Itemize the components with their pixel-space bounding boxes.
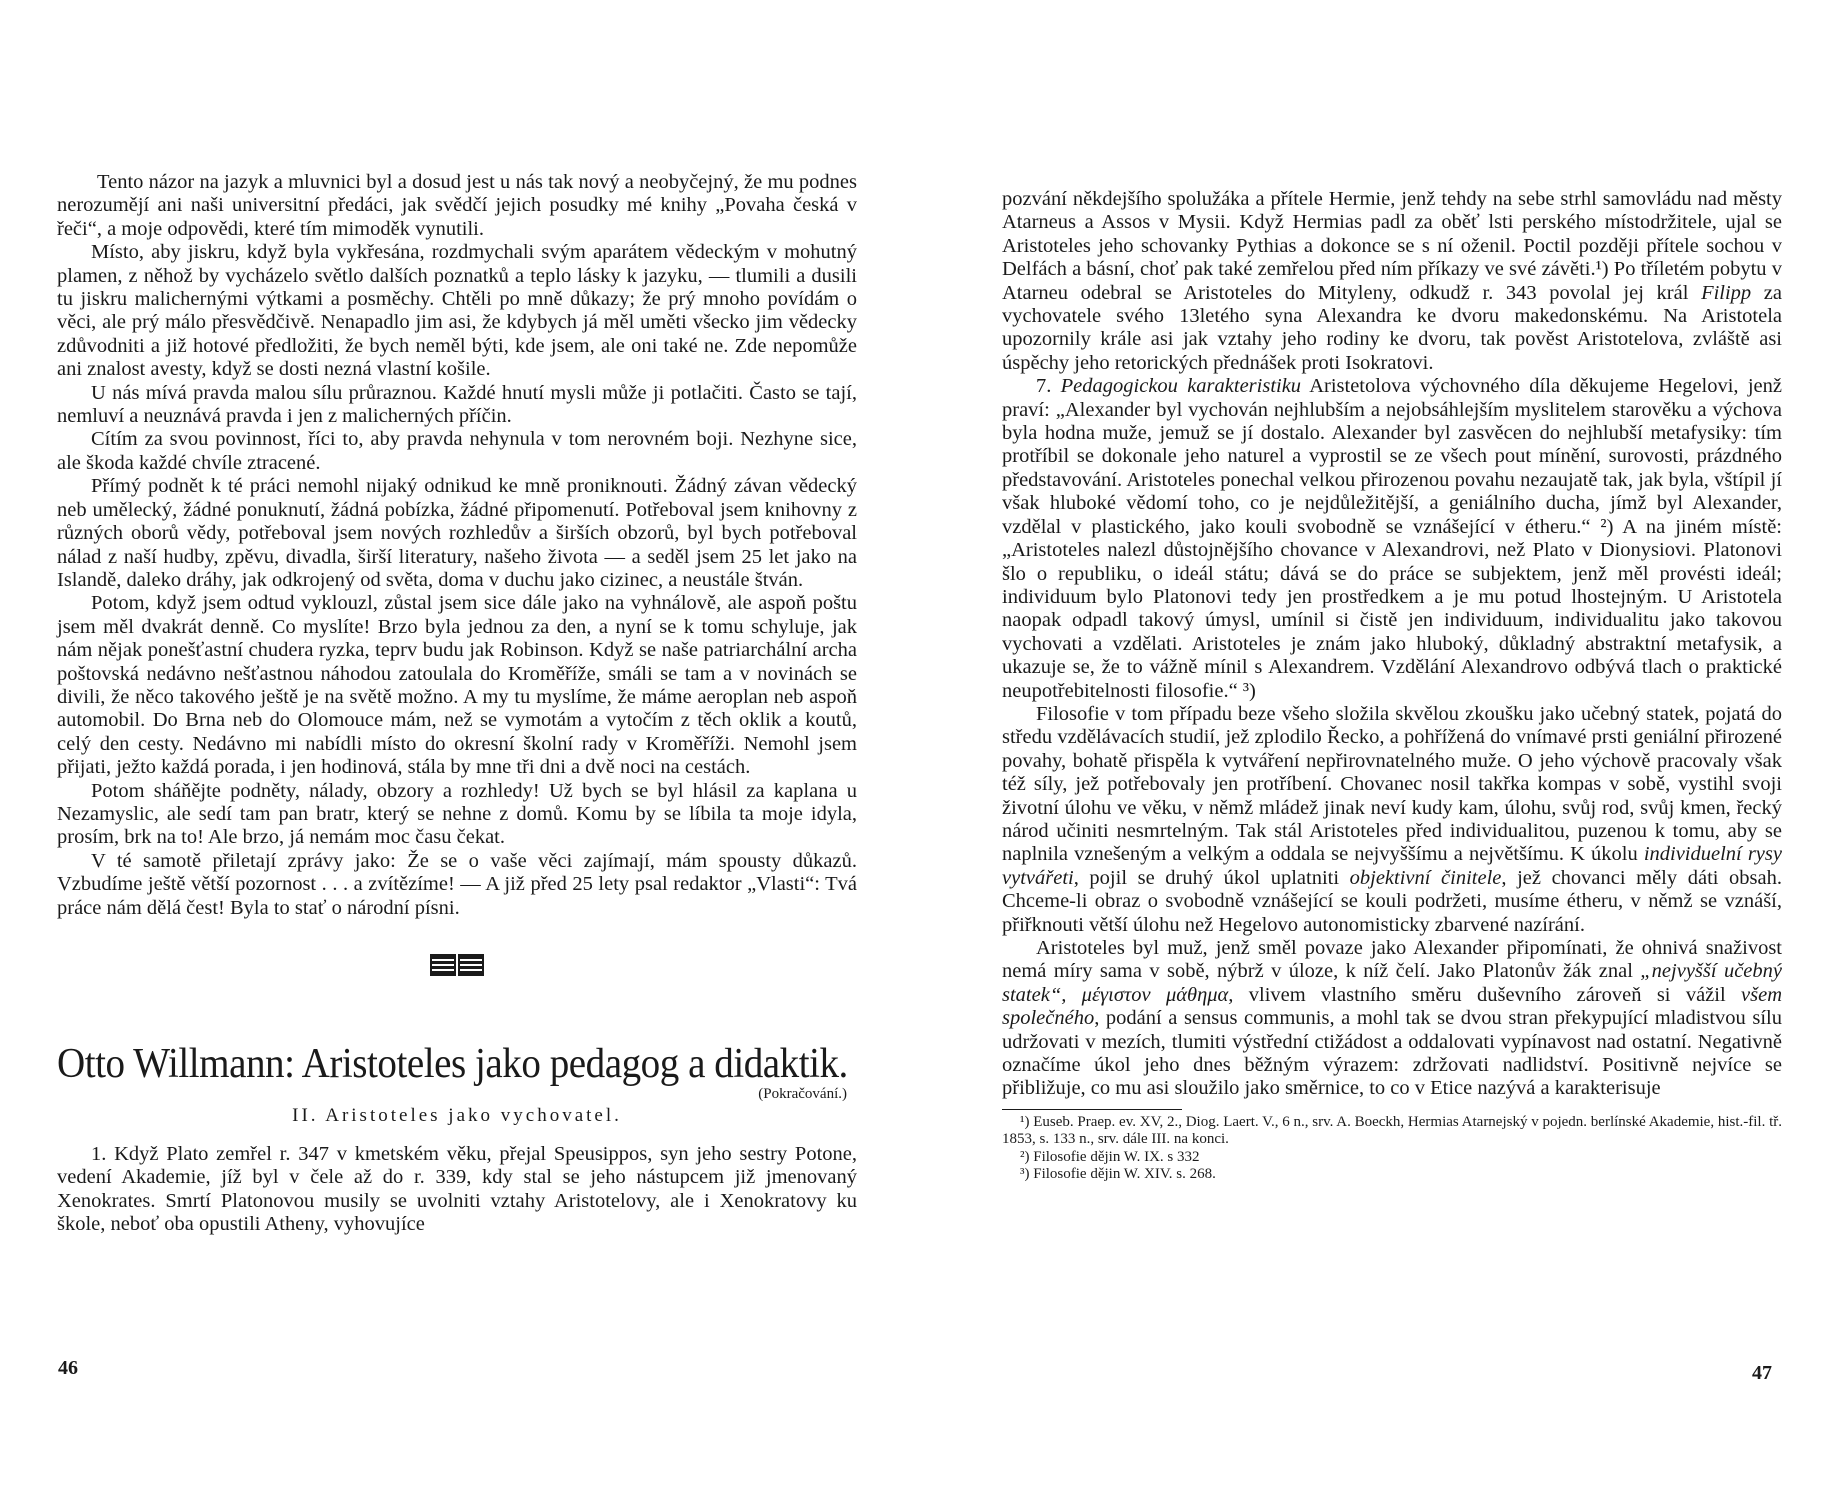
text-run: pozvání někdejšího spolužáka a přítele Hermie, jenž tehdy na sebe strhl samovládu nad městy Atarneus a Assos v Mysii. Když Hermias padl za oběť lsti perského místodržitele, ujal se Aristoteles jeho schovanky Pythias a dokonce se s ní oženil. Poctil později přítele sochou v Delfách a básní, choť pak také zemřelou před ním příkazy ve své závěti.¹) Po tříletém pobytu v Atarneu odebral se Aristoteles do Mityleny, odkudž r. 343 povolal jej král xyxy=(1002,188,1782,304)
paragraph xyxy=(1002,937,1782,1101)
text-run: vlivem vlastního směru duševního zároveň si vážil xyxy=(1233,983,1742,1006)
page-number: 47 xyxy=(1752,1362,1772,1384)
text-run: 7. xyxy=(1036,375,1061,398)
footnote-divider xyxy=(1002,1109,1182,1110)
left-column xyxy=(57,171,857,1237)
text-run: , jež chovanci měly dáti obsah. Chceme-li obraz o svobodně vznášející se kouli podržeti, musíme étheru, v němž se vznáší, přiřknouti větší úlohu než Hegelovo autonomisticky zbarvené nazírání. xyxy=(1002,866,1782,936)
italic-run: všem společného xyxy=(1002,983,1783,1030)
section-heading: II. Aristoteles jako vychovatel. xyxy=(292,1105,622,1126)
paragraph: Přímý podnět k té práci nemohl nijaký odnikud ke mně proniknouti. Žádný závan vědecký neb umělecký, žádné ponuknutí, žádná pobízka, žádné připomenutí. Potřeboval jsem knihovny z různých oborů vědy, potřeboval jsem nových rozhledův a širších obzorů, byl bych potřeboval nálad z naší hudby, zpěvu, divadla, širší literatury, našeho života — a seděl jsem 25 let jako na Islandě, daleko dráhy, jak odkrojený od světa, doma v duchu jako cizinec, a neustále štván. xyxy=(57,475,857,591)
footnote: ³) Filosofie dějin W. XIV. s. 268. xyxy=(1020,1166,1216,1183)
paragraph xyxy=(1002,703,1782,937)
paragraph: Tento názor na jazyk a mluvnici byl a dosud jest u nás tak nový a neobyčejný, že mu podnes nerozumějí ani naši universitní předáci, jak svědčí jejich posudky mé knihy „Povaha česká v řeči“, a moje odpovědi, které tím mimoděk vynutili. xyxy=(57,171,857,240)
article-title: Otto Willmann: Aristoteles jako pedagog a didaktik. xyxy=(57,1041,848,1087)
right-column xyxy=(1002,188,1782,1184)
footnote: ²) Filosofie dějin W. IX. s 332 xyxy=(1020,1148,1200,1165)
italic-run: objektivní činitele xyxy=(1349,866,1502,889)
paragraph: Místo, aby jiskru, když byla vykřesána, rozdmychali svým aparátem vědeckým v mohutný plamen, z něhož by vycházelo světlo dalších poznatků a teplo lásky k jazyku, — tlumili a dusili tu jiskru malichernými výtkami a posměchy. Chtěli po mně důkazy; že prý mnoho povídám o věci, ale prý málo přesvědčivě. Nenapadlo jim asi, že kdybych já měl uměti všecko jim vědecky zdůvodniti a již hotové předložiti, že bych neměl býti, kde jsem, ale oni také ne. Zde nepomůže ani znalost avesty, když se dosti nezná vlastní košile. xyxy=(57,241,857,381)
text-run: za vychovatele svého 13letého syna Alexandra ke dvoru makedonskému. Na Aristotela upozornily krále asi jak vztahy jeho rodiny ke dvoru, tak pověst Aristotelova, zvláště asi úspěchy jeho retorických přednášek proti Isokratovi. xyxy=(1002,281,1783,374)
paragraph: Potom, když jsem odtud vyklouzl, zůstal jsem sice dále jako na vyhnálově, ale aspoň poštu jsem měl dvakrát denně. Co myslíte! Brzo byla jednou za den, a nyní se k tomu schyluje, jak nám nějak ponešťastní chudera ryzka, teprv budu jak Robinson. Když se naše patriarchální archa poštovská nedávno nešťastnou náhodou zatoulala do Kroměříže, smáli se tam a v novinách se divili, že něco takového ještě je na světě možno. A my tu myslíme, že máme aeroplan neb aspoň automobil. Do Brna neb do Olomouce mám, než se vymotám a vytočím z těch oklik a koutů, celý den cesty. Nedávno mi nabídli místo do okresní školní rady v Kroměříži. Nemohl jsem přijati, ježto každá porada, i jen hodinová, stála by mne tři dni a dvě noci na cestách. xyxy=(57,592,857,779)
greek-run: , μέγιστον μάθημα, xyxy=(1061,983,1234,1006)
ornament-block-left xyxy=(430,954,456,976)
page-number: 46 xyxy=(58,1357,78,1379)
paragraph: U nás mívá pravda malou sílu průraznou. Každé hnutí mysli může ji potlačiti. Často se tají, nemluví a neuznává pravda i jen z malicherných příčin. xyxy=(57,381,857,428)
section-ornament xyxy=(57,954,857,976)
paragraph: Potom sháňějte podněty, nálady, obzory a rozhledy! Už bych se byl hlásil za kaplana u Nezamyslic, ale sedí tam pan bratr, který se nehne z domů. Komu by se líbila ta moje idyla, prosím, brk na to! Ale brzo, já nemám moc času čekat. xyxy=(57,779,857,849)
text-run: , pojil se druhý úkol uplatniti xyxy=(1073,866,1350,889)
paragraph xyxy=(1002,188,1782,375)
text-run: Filosofie v tom případu beze všeho složila skvělou zkoušku jako učebný statek, pojatá do středu vzdělávacích studií, jež zplodilo Řecko, a pohřížená do vnímavé prsti geniální přirozené povahy, bohatě přispěla k vytváření nepřirovnatelného muže. O jeho výchově pracovaly však též síly, jež potřebovaly jen protříbení. Chovanec nosil takřka kompas v sobě, vystihl svoji životní úlohu ve věku, v němž mládež jinak neví kudy kam, úlohu, svůj rod, svůj kmen, řecký národ učiniti nesmrtelným. Tak stál Aristoteles před individualitou, puzenou k tomu, aby se naplnila vznešeným a velkým a oddala se nejvyššímu a největšímu. K úkolu xyxy=(1002,702,1782,866)
italic-run: Pedagogickou karakteristiku xyxy=(1060,375,1302,398)
paragraph xyxy=(1002,375,1782,703)
text-run: , podání a sensus communis, a mohl tak se dvou stran překypující mladistvou sílu udržovati v mezích, tlumiti výstřední ctižádost a oddalovati vypínavost nad ostatní. Negativně označíme úkol jeho dnes běžným výrazem: zdržovati nadlidství. Positivně nejvíce se přibližuje, co mu asi sloužilo jako směrnice, to co v Etice nazývá a karakterisuje xyxy=(1002,1007,1782,1100)
paragraph: V té samotě přiletají zprávy jako: Že se o vaše věci zajímají, mám spousty důkazů. Vzbudíme ještě větší pozornost . . . a zvítězíme! — A již před 25 lety psal redaktor „Vlasti“: Tvá práce nám dělá čest! Byla to stať o národní písni. xyxy=(57,849,857,919)
footnote: ¹) Euseb. Praep. ev. XV, 2., Diog. Laert. V., 6 n., srv. A. Boeckh, Hermias Atarnejský v pojedn. berlínské Akademie, hist.-fil. tř. 1853, s. 133 n., srv. dále III. na konci. xyxy=(1002,1113,1783,1148)
right-page xyxy=(922,0,1844,1500)
italic-run: Filipp xyxy=(1701,281,1752,304)
continued-label: (Pokračování.) xyxy=(758,1086,847,1102)
italic-run: „nejvyšší učebný statek“ xyxy=(1002,960,1782,1006)
text-run: Aristoteles byl muž, jenž směl povaze jako Alexander připomínati, že ohnivá snaživost nemá míry sama v sobě, nýbrž v úloze, k níž čelí. Jako Platonův žák znal xyxy=(1002,937,1782,983)
text-run: Aristetolova výchovného díla děkujeme Hegelovi, jenž praví: „Alexander byl vychován nejhlubším a nejobsáhlejším myslitelem starověku a výchova byla hodna muže, jemuž se jí dostalo. Alexander byl zasvěcen do nejhlubší metafysiky: tím protříbil se dokonale jeho naturel a vyprostil se ze všech pout mínění, surovosti, prázdného představování. Aristoteles ponechal velkou přirozenou povahu nezaujatě tak, jak byla, vštípil jí však hluboké vědomí toho, co je nejdůležitější, a geniálního ducha, jímž byl Alexander, vzdělal v plastického, jako kouli svobodně se vznášející v étheru.“ ²) A na jiném místě: „Aristoteles nalezl důstojnějšího chovance v Alexandrovi, než Plato v Dionysiovi. Platonovi šlo o republiku, o ideál státu; dává se do práce se subjektem, jenž měl provésti ideál; individuum bylo Platonovi tedy jen prostředkem a je mu potud lhostejným. U Aristotela naopak odpadl takový úmysl, umínil si čistě jen individuum, individualitu jako takovou vychovati a vzdělati. Aristoteles je znám jako hluboký, důkladný abstraktní metafysik, a ukazuje se, že to vážně mínil s Alexandrem. Vzdělání Alexandrovo odbývá tlach o praktické neupotřebitelnosti filosofie.“ ³) xyxy=(1002,375,1782,702)
italic-run: individuelní rysy vytvářeti xyxy=(1002,843,1782,889)
paragraph: 1. Když Plato zemřel r. 347 v kmetském věku, přejal Speusippos, syn jeho sestry Potone, vedení Akademie, jíž byl v čele až do r. 339, kdy stal se jeho nástupcem již jmenovaný Xenokrates. Smrtí Platonovou musily se uvolniti vztahy Aristotelovy, ale i Xenokratovy ku škole, neboť oba opustili Atheny, vyhovujíce xyxy=(57,1143,857,1236)
footnotes xyxy=(1002,1114,1782,1184)
paragraph: Cítím za svou povinnost, říci to, aby pravda nehynula v tom nerovném boji. Nezhyne sice, ale škoda každé chvíle ztracené. xyxy=(57,428,857,474)
ornament-block-right xyxy=(458,954,484,976)
